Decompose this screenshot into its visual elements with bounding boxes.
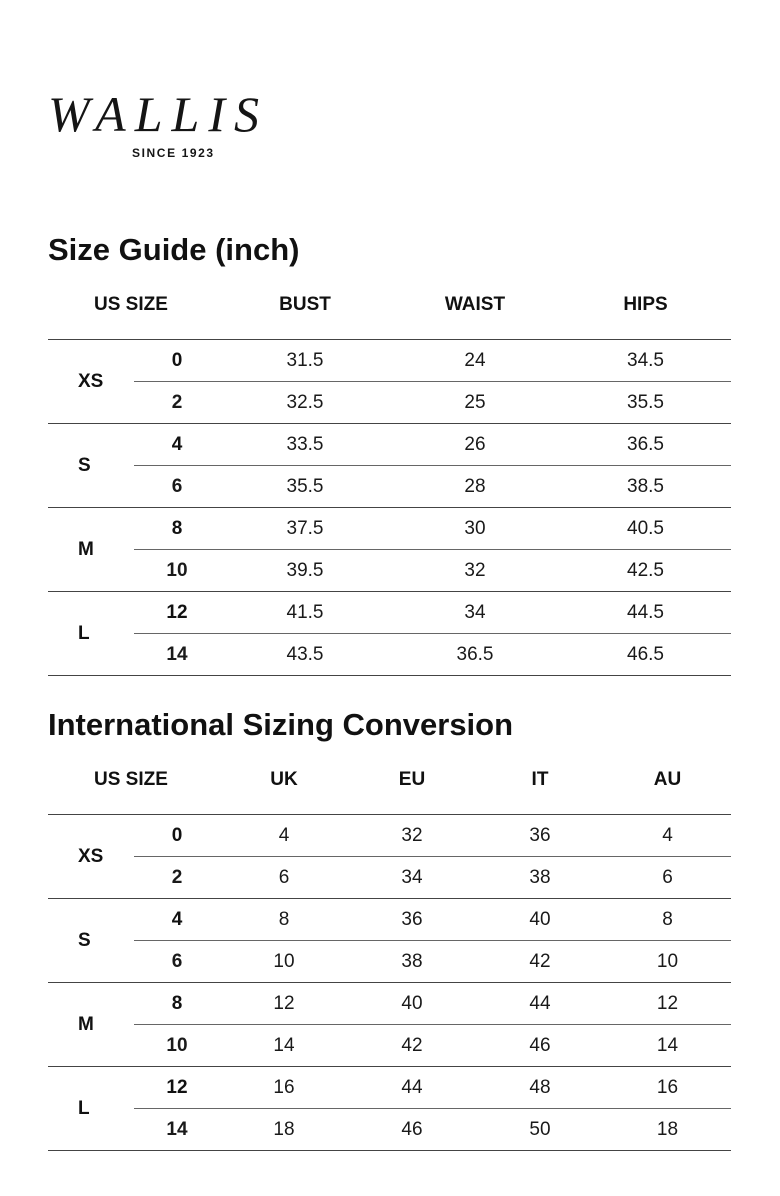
table-row xyxy=(48,1067,731,1109)
table-row xyxy=(48,508,731,550)
us-size-number: 12 xyxy=(134,592,220,634)
conversion-title: International Sizing Conversion xyxy=(48,707,514,742)
table-row xyxy=(48,424,731,466)
eu-value: 38 xyxy=(348,941,476,983)
table-row xyxy=(48,983,731,1025)
hips-value: 35.5 xyxy=(560,382,731,424)
uk-value: 14 xyxy=(220,1025,348,1067)
au-value: 8 xyxy=(604,899,731,941)
it-value: 48 xyxy=(476,1067,604,1109)
waist-value: 30 xyxy=(390,508,560,550)
us-size-number: 6 xyxy=(134,466,220,508)
header-waist: WAIST xyxy=(444,294,506,315)
brand-logo xyxy=(48,86,308,160)
au-value: 16 xyxy=(604,1067,731,1109)
eu-value: 44 xyxy=(348,1067,476,1109)
us-size-number: 10 xyxy=(134,550,220,592)
us-size-number: 14 xyxy=(134,634,220,676)
header-au: AU xyxy=(653,769,682,790)
us-size-number: 0 xyxy=(134,815,220,857)
uk-value: 18 xyxy=(220,1109,348,1151)
us-size-number: 10 xyxy=(134,1025,220,1067)
table-row xyxy=(48,634,731,676)
header-hips: HIPS xyxy=(623,294,668,315)
us-size-number: 0 xyxy=(134,340,220,382)
logo-wordmark: WALLIS xyxy=(48,86,268,142)
size-letter: M xyxy=(48,983,134,1067)
bust-value: 35.5 xyxy=(220,466,390,508)
it-value: 36 xyxy=(476,815,604,857)
us-size-number: 8 xyxy=(134,983,220,1025)
waist-value: 34 xyxy=(390,592,560,634)
eu-value: 40 xyxy=(348,983,476,1025)
au-value: 12 xyxy=(604,983,731,1025)
header-uk: UK xyxy=(270,769,298,790)
table-row xyxy=(48,857,731,899)
us-size-number: 2 xyxy=(134,382,220,424)
us-size-number: 14 xyxy=(134,1109,220,1151)
au-value: 14 xyxy=(604,1025,731,1067)
uk-value: 10 xyxy=(220,941,348,983)
waist-value: 24 xyxy=(390,340,560,382)
eu-value: 46 xyxy=(348,1109,476,1151)
hips-value: 34.5 xyxy=(560,340,731,382)
uk-value: 6 xyxy=(220,857,348,899)
table-row xyxy=(48,382,731,424)
au-value: 4 xyxy=(604,815,731,857)
uk-value: 16 xyxy=(220,1067,348,1109)
us-size-number: 4 xyxy=(134,424,220,466)
us-size-number: 8 xyxy=(134,508,220,550)
size-letter: XS xyxy=(48,815,134,899)
hips-value: 40.5 xyxy=(560,508,731,550)
size-letter: S xyxy=(48,424,134,508)
hips-value: 46.5 xyxy=(560,634,731,676)
it-value: 50 xyxy=(476,1109,604,1151)
size-letter: L xyxy=(48,592,134,676)
hips-value: 44.5 xyxy=(560,592,731,634)
header-us-size: US SIZE xyxy=(94,294,168,315)
uk-value: 8 xyxy=(220,899,348,941)
bust-value: 32.5 xyxy=(220,382,390,424)
size-letter: L xyxy=(48,1067,134,1151)
header-bust: BUST xyxy=(279,294,331,315)
us-size-number: 4 xyxy=(134,899,220,941)
it-value: 46 xyxy=(476,1025,604,1067)
waist-value: 32 xyxy=(390,550,560,592)
eu-value: 42 xyxy=(348,1025,476,1067)
table-row xyxy=(48,1109,731,1151)
eu-value: 32 xyxy=(348,815,476,857)
waist-value: 28 xyxy=(390,466,560,508)
size-guide-header-row xyxy=(48,292,731,340)
au-value: 18 xyxy=(604,1109,731,1151)
header-it: IT xyxy=(531,769,549,790)
table-row xyxy=(48,1025,731,1067)
us-size-number: 2 xyxy=(134,857,220,899)
table-row xyxy=(48,592,731,634)
conversion-table xyxy=(48,767,731,1151)
hips-value: 42.5 xyxy=(560,550,731,592)
table-row xyxy=(48,466,731,508)
eu-value: 34 xyxy=(348,857,476,899)
it-value: 44 xyxy=(476,983,604,1025)
waist-value: 26 xyxy=(390,424,560,466)
bust-value: 39.5 xyxy=(220,550,390,592)
it-value: 38 xyxy=(476,857,604,899)
header-us-size: US SIZE xyxy=(94,769,168,790)
waist-value: 25 xyxy=(390,382,560,424)
table-row xyxy=(48,340,731,382)
size-letter: M xyxy=(48,508,134,592)
au-value: 10 xyxy=(604,941,731,983)
table-row xyxy=(48,815,731,857)
hips-value: 38.5 xyxy=(560,466,731,508)
table-row xyxy=(48,899,731,941)
size-guide-title: Size Guide (inch) xyxy=(48,232,300,267)
it-value: 42 xyxy=(476,941,604,983)
bust-value: 33.5 xyxy=(220,424,390,466)
uk-value: 4 xyxy=(220,815,348,857)
us-size-number: 6 xyxy=(134,941,220,983)
it-value: 40 xyxy=(476,899,604,941)
hips-value: 36.5 xyxy=(560,424,731,466)
size-letter: XS xyxy=(48,340,134,424)
size-guide-table xyxy=(48,292,731,676)
bust-value: 37.5 xyxy=(220,508,390,550)
table-row xyxy=(48,941,731,983)
table-row xyxy=(48,550,731,592)
eu-value: 36 xyxy=(348,899,476,941)
size-letter: S xyxy=(48,899,134,983)
bust-value: 31.5 xyxy=(220,340,390,382)
au-value: 6 xyxy=(604,857,731,899)
conversion-header-row xyxy=(48,767,731,815)
bust-value: 43.5 xyxy=(220,634,390,676)
logo-tagline: SINCE 1923 xyxy=(132,146,215,160)
bust-value: 41.5 xyxy=(220,592,390,634)
waist-value: 36.5 xyxy=(390,634,560,676)
us-size-number: 12 xyxy=(134,1067,220,1109)
uk-value: 12 xyxy=(220,983,348,1025)
header-eu: EU xyxy=(398,769,426,790)
